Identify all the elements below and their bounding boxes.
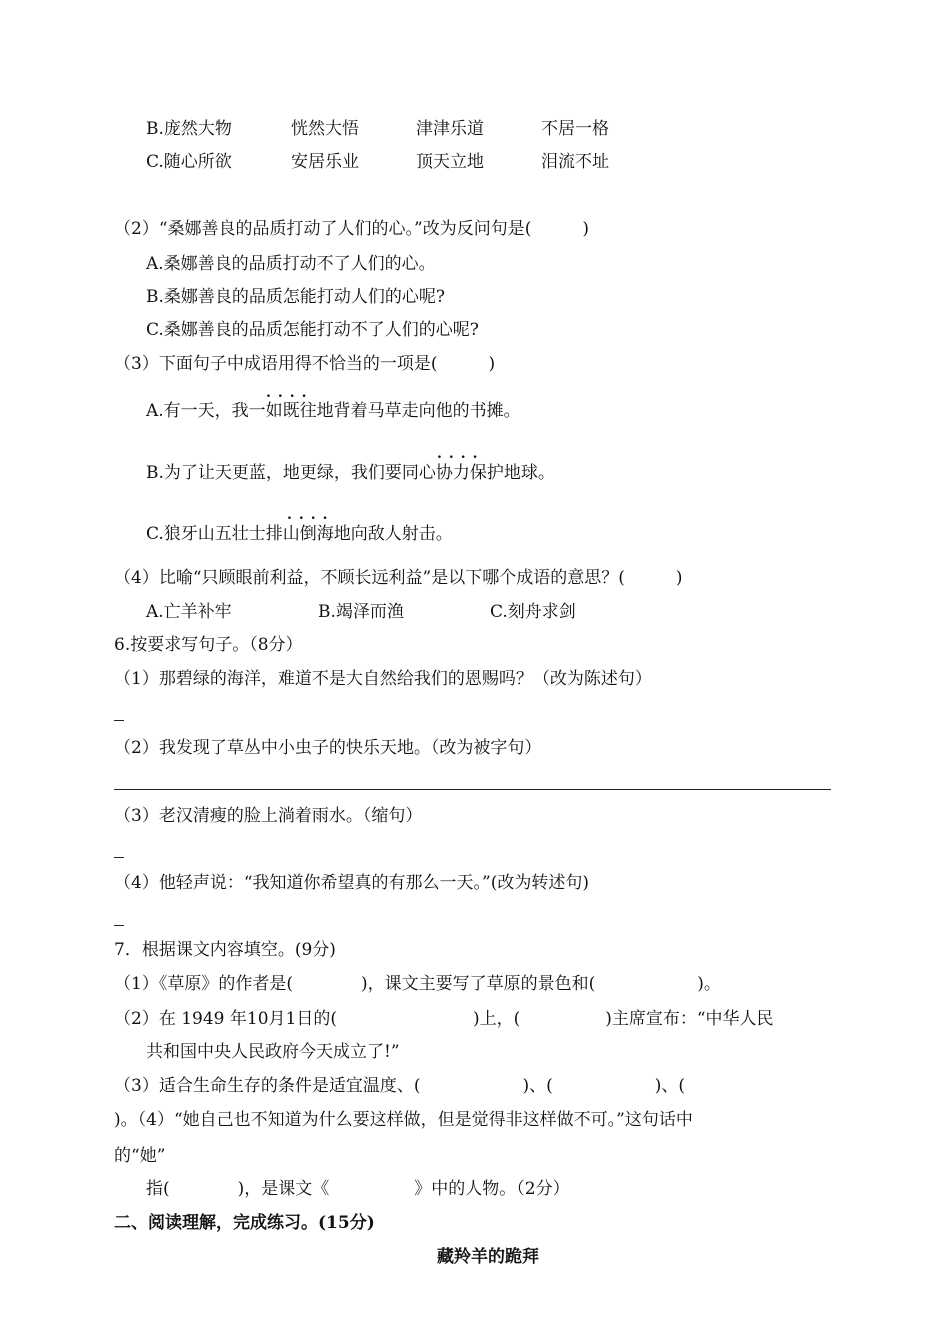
- q7-line-2: （2）在 1949 年10月1日的( )上，( )主席宣布：“中华人民: [114, 1009, 774, 1029]
- q5-part2-stem: （2）“桑娜善良的品质打动了人们的心。”改为反问句是( ): [114, 219, 589, 239]
- q5-part3-option-b: B.为了让天更蓝，地更绿，我们要同心协力保护地球。: [146, 463, 555, 483]
- q5-row-b-option-4: 不居一格: [541, 119, 609, 139]
- q5-part4-stem: （4）比喻“只顾眼前利益，不顾长远利益”是以下哪个成语的意思？( ): [114, 568, 683, 588]
- q7-line-3: 共和国中央人民政府今天成立了!”: [146, 1042, 400, 1062]
- q5-part2-option-a: A.桑娜善良的品质打动不了人们的心。: [146, 254, 436, 274]
- q6-sentence-4: （4）他轻声说：“我知道你希望真的有那么一天。”(改为转述句): [114, 873, 589, 893]
- q5-row-c-option-2: 安居乐业: [291, 152, 359, 172]
- q5-row-c-option-4: 泪流不址: [541, 152, 609, 172]
- q5-part3-option-c: C.狼牙山五壮士排山倒海地向敌人射击。: [146, 524, 453, 544]
- passage-title: 藏羚羊的跪拜: [437, 1247, 539, 1267]
- q7-line-1: （1）《草原》的作者是( )，课文主要写了草原的景色和( )。: [114, 974, 721, 994]
- emphasis-dots: ....: [287, 507, 335, 523]
- q5-part3-stem: （3）下面句子中成语用得不恰当的一项是( ): [114, 354, 496, 374]
- q5-part2-option-b: B.桑娜善良的品质怎能打动人们的心呢?: [146, 287, 446, 307]
- q7-line-7: 指( )，是课文《 》中的人物。（2分）: [146, 1179, 570, 1199]
- q6-sentence-3: （3）老汉清瘦的脸上淌着雨水。（缩句）: [114, 806, 423, 826]
- q5-row-b-option-1: B.庞然大物: [146, 119, 232, 139]
- answer-line[interactable]: [114, 720, 124, 721]
- emphasis-dots: ....: [266, 385, 314, 401]
- q5-part3-option-a: A.有一天，我一如既往地背着马草走向他的书摊。: [146, 401, 521, 421]
- answer-line[interactable]: [114, 857, 124, 858]
- q5-part4-option-a: A.亡羊补牢: [146, 602, 232, 622]
- q6-sentence-1: （1）那碧绿的海洋，难道不是大自然给我们的恩赐吗？（改为陈述句）: [114, 669, 652, 689]
- q5-row-c-option-3: 顶天立地: [416, 152, 484, 172]
- q5-part4-option-b: B.竭泽而渔: [318, 602, 404, 622]
- q7-line-6: 的“她”: [114, 1146, 166, 1166]
- answer-line[interactable]: [114, 925, 124, 926]
- q5-part2-option-c: C.桑娜善良的品质怎能打动不了人们的心呢?: [146, 320, 479, 340]
- q7-line-4: （3）适合生命生存的条件是适宜温度、( )、( )、(: [114, 1076, 685, 1096]
- q7-title: 7．根据课文内容填空。(9分): [114, 940, 336, 960]
- emphasis-dots: ....: [437, 446, 485, 462]
- q5-row-c-option-1: C.随心所欲: [146, 152, 232, 172]
- q5-part4-option-c: C.刻舟求剑: [490, 602, 576, 622]
- section-heading: 二、阅读理解，完成练习。(15分): [114, 1213, 375, 1233]
- q6-title: 6.按要求写句子。（8分）: [114, 635, 303, 655]
- q5-row-b-option-2: 恍然大悟: [291, 119, 359, 139]
- q7-line-5: )。（4）“她自己也不知道为什么要这样做，但是觉得非这样做不可。”这句话中: [114, 1110, 693, 1130]
- q5-row-b-option-3: 津津乐道: [416, 119, 484, 139]
- q6-sentence-2: （2）我发现了草丛中小虫子的快乐天地。（改为被字句）: [114, 738, 542, 758]
- answer-line[interactable]: [114, 789, 831, 790]
